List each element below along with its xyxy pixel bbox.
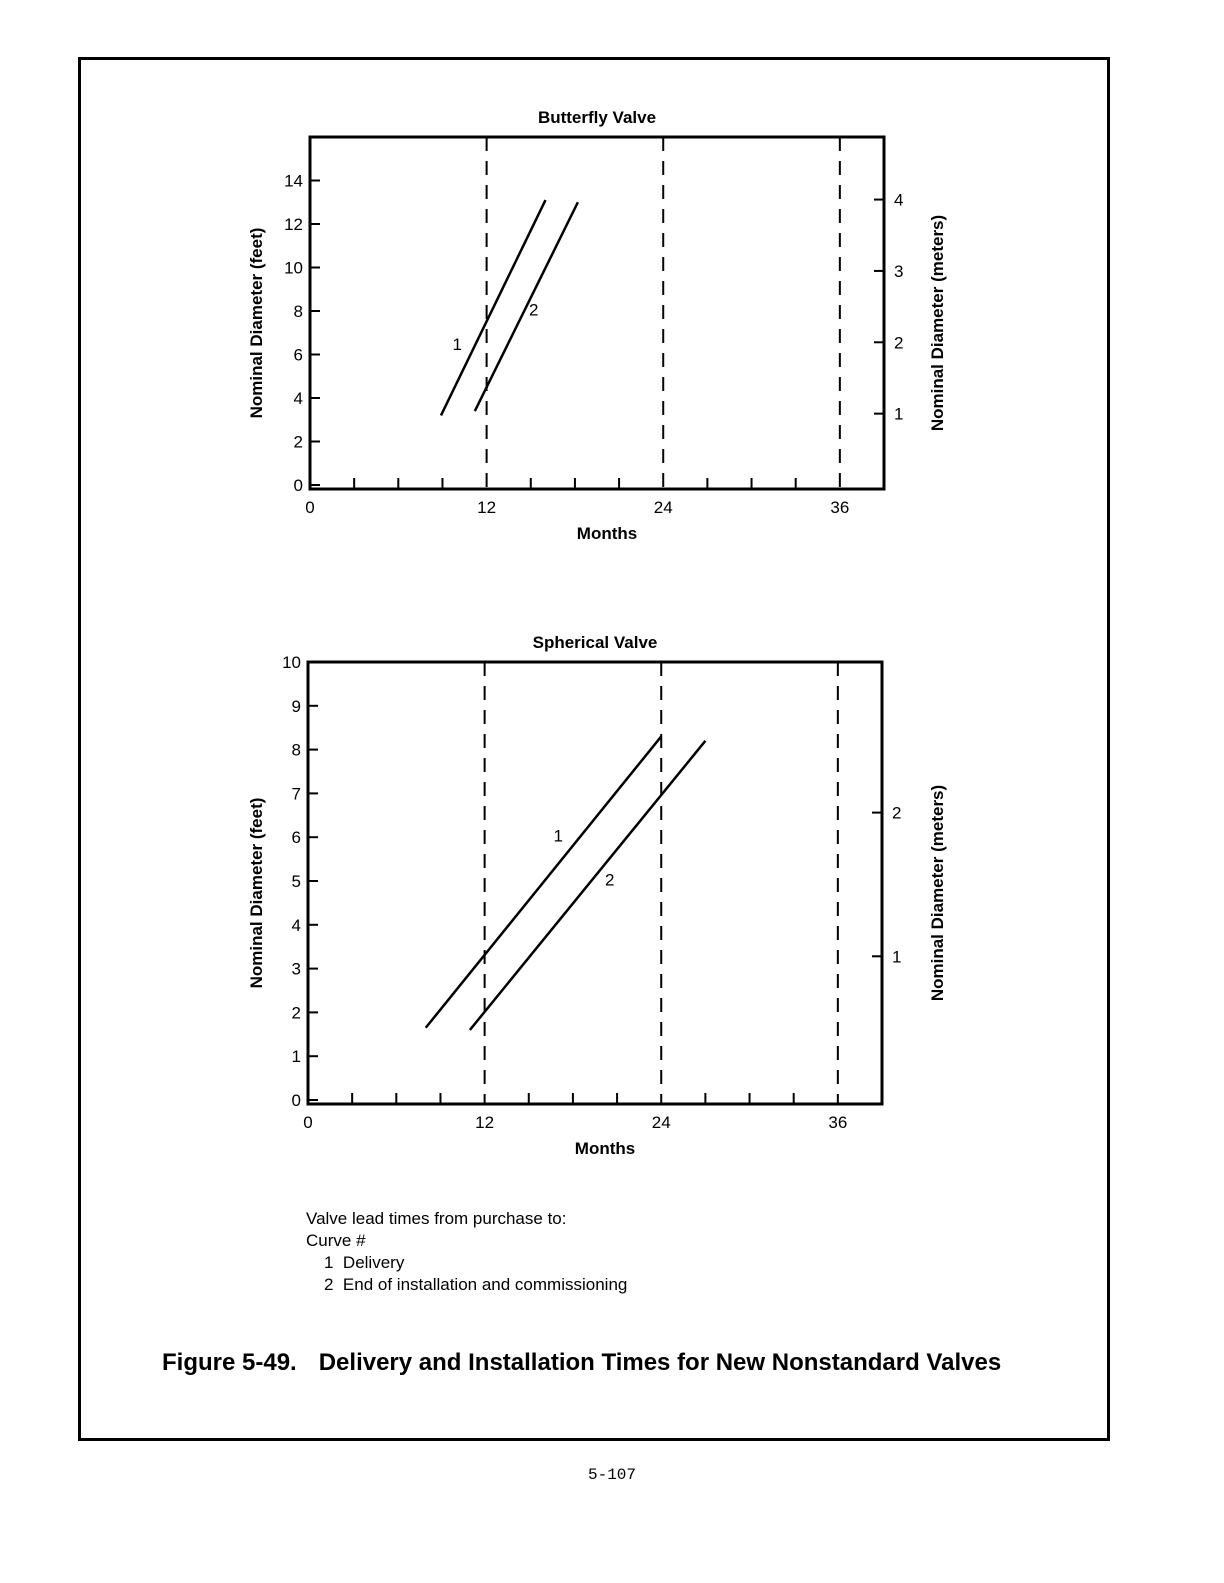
y2-tick-label: 3 — [894, 261, 904, 281]
y-tick-label: 4 — [291, 915, 301, 935]
figure-caption-text: Delivery and Installation Times for New Nonstandard Valves — [318, 1349, 1002, 1376]
y-tick-label: 12 — [284, 215, 303, 234]
y2-axis-label: Nominal Diameter (meters) — [928, 214, 947, 432]
y-tick-label: 0 — [293, 476, 303, 495]
x-tick-label: 36 — [830, 498, 850, 517]
legend-item-number: 2 — [324, 1275, 334, 1294]
spherical-valve-chart — [247, 633, 947, 1158]
y-tick-label: 14 — [284, 171, 303, 191]
legend-item-label: End of installation and commissioning — [342, 1275, 628, 1294]
legend-heading: Valve lead times from purchase to: — [306, 1209, 567, 1228]
page-number: 5-107 — [587, 1466, 636, 1484]
legend-subheading: Curve # — [306, 1231, 366, 1250]
y-tick-label: 3 — [291, 959, 301, 979]
x-tick-label: 12 — [477, 498, 497, 517]
y2-tick-label: 2 — [892, 803, 902, 823]
plot-frame — [310, 137, 884, 489]
y-tick-label: 7 — [291, 784, 301, 804]
chart-title: Spherical Valve — [532, 633, 658, 652]
y-tick-label: 4 — [293, 389, 303, 408]
y2-axis-label: Nominal Diameter (meters) — [928, 784, 947, 1002]
x-axis-label: Months — [576, 524, 638, 543]
x-axis-label: Months — [574, 1139, 636, 1158]
y-tick-label: 10 — [284, 258, 303, 278]
figure-caption — [162, 1346, 1062, 1379]
plot-frame — [308, 662, 882, 1104]
butterfly-valve-chart — [247, 108, 947, 543]
chart-title: Butterfly Valve — [537, 108, 657, 127]
y-tick-label: 5 — [291, 872, 301, 891]
x-tick-label: 36 — [828, 1113, 848, 1132]
curve-2-label: 2 — [528, 300, 539, 320]
figure-number: Figure 5-49. — [162, 1349, 297, 1376]
x-tick-label: 24 — [651, 1113, 671, 1132]
y-tick-label: 6 — [291, 828, 301, 848]
y2-tick-label: 1 — [892, 947, 902, 967]
x-tick-label: 0 — [305, 498, 315, 517]
y-tick-label: 8 — [291, 740, 301, 760]
x-tick-label: 0 — [303, 1113, 313, 1132]
y2-tick-label: 2 — [894, 333, 904, 353]
y-tick-label: 9 — [291, 696, 301, 716]
legend-item-number: 1 — [324, 1253, 334, 1272]
y-axis-label: Nominal Diameter (feet) — [247, 797, 266, 989]
legend-item — [306, 1274, 627, 1296]
y-axis-label: Nominal Diameter (feet) — [247, 227, 266, 419]
legend-item — [306, 1252, 627, 1274]
curve-2-line — [470, 741, 705, 1030]
y2-tick-label: 1 — [894, 404, 904, 424]
curve-legend — [306, 1208, 627, 1296]
y-tick-label: 0 — [291, 1091, 301, 1110]
y-tick-label: 6 — [293, 345, 303, 365]
y-tick-label: 10 — [282, 653, 301, 672]
y-tick-label: 2 — [291, 1003, 301, 1023]
y-tick-label: 1 — [291, 1047, 301, 1067]
legend-item-label: Delivery — [342, 1253, 405, 1272]
y-tick-label: 2 — [293, 432, 303, 452]
curve-1-label: 1 — [553, 826, 563, 846]
curve-2-line — [475, 202, 578, 411]
x-tick-label: 24 — [653, 498, 673, 517]
curve-1-label: 1 — [452, 335, 462, 355]
x-tick-label: 12 — [475, 1113, 495, 1132]
y2-tick-label: 4 — [894, 190, 904, 210]
curve-1-line — [426, 736, 661, 1027]
y-tick-label: 8 — [293, 302, 303, 321]
curve-2-label: 2 — [604, 870, 615, 890]
